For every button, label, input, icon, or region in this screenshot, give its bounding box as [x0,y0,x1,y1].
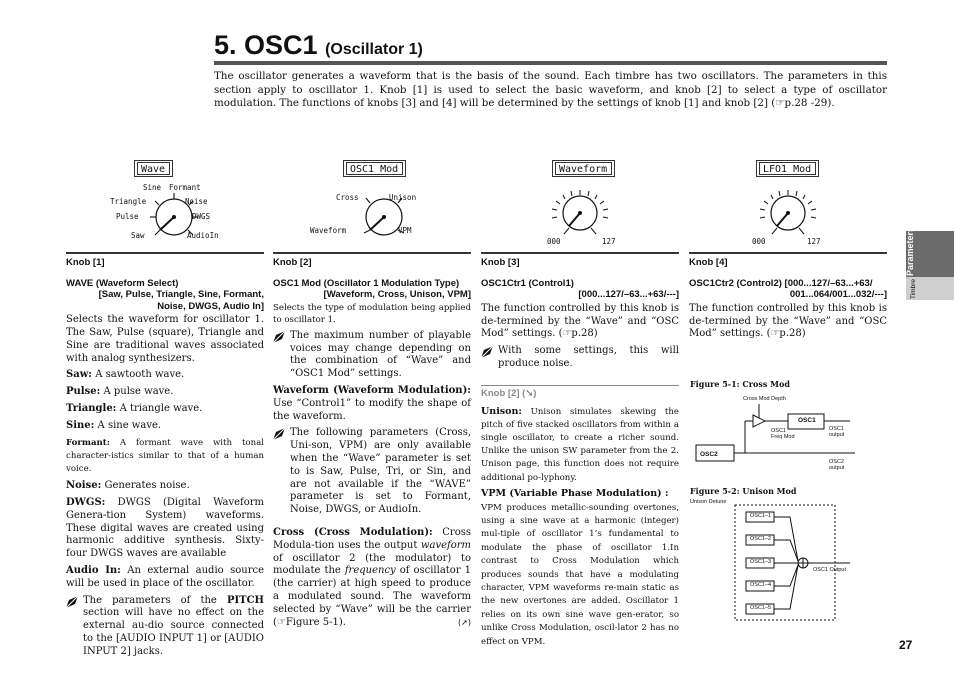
pencil-note-icon [273,428,287,440]
label-osc1-3: OSC1–3 [750,559,772,565]
lcd-wave: Wave [137,162,170,175]
title-main: 5. OSC1 [214,30,318,60]
note: The maximum number of playable voices may change depending on the combination of “Wave” and “OSC1 Mod” settings. [273,330,471,381]
label-osc1-output-b: output [829,432,845,438]
label-unison: Unison [389,193,417,202]
intro-paragraph: The oscillator generates a waveform that is the basis of the sound. Each timbre has two oscillators. The parameters in this section apply to oscillator 1. Knob [1] is used to select the basic waveform, and knob [2] to select a type of oscillator modulation. The functions of knobs [3] and [4] will be determined by the settings of knob [1] and knob [2] (☞p.28 -29). [214,70,887,110]
page-number: 27 [899,638,913,652]
param-heading [66,278,264,313]
knob-heading: Knob [1] [66,257,105,268]
param-heading [689,278,887,301]
note: The parameters of the PITCH section will have no effect on the external au-dio source connected to the [AUDIO INPUT 1] or [AUDIO INPUT 2] jacks. [66,595,264,659]
knob-heading: Knob [3] [481,257,520,268]
continue-arrow-icon: (➚) [458,617,471,627]
label-triangle: Triangle [110,197,147,206]
def-dwgs: DWGS: DWGS (Digital Waveform Genera-tion System) waveforms. These digital waves are created using harmonic additive synthesis. Sixty-four DWGS waves are available [66,497,264,560]
side-tab-sub-label: Timbre [910,279,917,299]
label-osc1: OSC1 [798,417,816,424]
note: With some settings, this will produce noise. [481,345,679,371]
figure-caption: Figure 5-1: Cross Mod [690,379,790,389]
column-knob-3 [481,257,679,649]
column-knob-1 [66,257,264,659]
column-rule [689,252,887,254]
def-triangle: Triangle: A triangle wave. [66,403,203,415]
def-cross-mod: Cross (Cross Modulation): Cross Modula-tion uses the output waveform of oscillator 2 (the modulator) to modulate the frequency of oscillator 1 (the carrier) at high speed to produce a modulated sound. The waveform selected by “Wave” will be the carrier (☞Figure 5-1). (➚) [273,526,471,628]
def-saw: Saw: A sawtooth wave. [66,369,185,381]
param-heading [481,278,679,301]
def-pulse: Pulse: A pulse wave. [66,386,174,398]
page-title [214,30,423,61]
description: Selects the waveform for oscillator 1. The Saw, Pulse (square), Triangle and Sine are traditional waves associated with analog synthesizers. [66,314,264,364]
label-detune: Unison Detune [690,499,727,505]
note: The following parameters (Cross, Uni-son, VPM) are only available when the “Wave” parameter is set to is Saw, Pulse, Tri, or Sin, and are not available if the “WAVE” parameter is set to Formant, Noise, DWGS, or AudioIn. [273,427,471,517]
unison-mod-diagram [690,500,870,625]
column-rule [273,252,471,254]
label-osc2: OSC2 [700,451,718,458]
def-audio-in: Audio In: An external audio source will be used in place of the oscillator. [66,565,264,589]
label-waveform: Waveform [310,226,347,235]
param-range: [Saw, Pulse, Triangle, Sine, Formant, [98,289,264,301]
label-audioin: AudioIn [187,231,219,240]
param-name: OSC1Ctr2 (Control2) [000...127/–63...+63/ [689,277,873,289]
knob-heading: Knob [2] [273,257,312,268]
vpm-heading: VPM (Variable Phase Modulation) : [481,487,669,499]
label-max: 127 [807,237,821,246]
param-name: WAVE (Waveform Select) [66,277,179,289]
lcd-osc1-mod: OSC1 Mod [346,162,403,175]
def-formant: Formant: A formant wave with tonal character-istics similar to that of a human voice. [66,437,264,475]
label-osc1-5: OSC1–5 [750,605,772,611]
knob-heading: Knob [4] [689,257,728,268]
label-osc1-1: OSC1–1 [750,513,772,519]
label-pulse: Pulse [116,212,139,221]
column-rule [66,252,264,254]
pencil-note-icon [481,346,495,358]
def-vpm: VPM produces metallic-sounding overtones, using a sine wave at a harmonic (integer) mul-tiple of oscillator 1’s fundamental to modulate the phase of oscillator 1.In contrast to Cross Modulation which produces sounds that have a modulating character, VPM waveforms re-main static as the new overtones are added. Oscillator 1 relies on its own sine wave gen-erator, so unlike Cross Modulation, oscil-lator 2 has no effect on VPM. [481,502,679,647]
label-dwgs: DWGS [192,212,211,221]
param-range: [Waveform, Cross, Unison, VPM] [323,289,471,301]
label-noise: Noise [185,197,208,206]
param-heading [273,278,471,301]
label-vpm: VPM [398,226,412,235]
def-sine: Sine: A sine wave. [66,419,162,431]
knob-3-dial [540,186,620,242]
label-formant: Formant [169,183,201,192]
label-osc1-output: OSC1 Output [813,567,847,573]
label-saw: Saw [131,231,145,240]
param-range: Noise, DWGS, Audio In] [157,300,264,312]
label-osc2-output-a: OSC2 [829,459,844,465]
label-osc2-output-b: output [829,465,845,471]
param-range: [000...127/–63...+63/---] [578,289,679,301]
title-sub: (Oscillator 1) [325,41,423,58]
label-depth: Cross Mod Depth [743,396,786,402]
label-osc1-output-a: OSC1 [829,426,844,432]
description: Selects the type of modulation being applied to oscillator 1. [273,302,471,325]
label-min: 000 [752,237,766,246]
label-sine: Sine [143,183,162,192]
param-name: OSC1 Mod (Oscillator 1 Modulation Type) [273,277,460,289]
label-freq-mod: Freq Mod [771,434,795,440]
def-waveform-mod: Waveform (Waveform Modulation): Use “Control1” to modify the shape of the waveform. [273,384,471,422]
param-name: OSC1Ctr1 (Control1) [481,277,574,289]
param-range: 001...064/001...032/---] [789,289,887,301]
pencil-note-icon [66,596,80,608]
column-rule [481,252,679,254]
side-tab-label: Parameters [905,226,915,276]
label-osc1-4: OSC1–4 [750,582,772,588]
lcd-lfo1-mod: LFO1 Mod [759,162,816,175]
label-max: 127 [602,237,616,246]
knob-4-dial [748,186,828,242]
description: The function controlled by this knob is de-termined by the “Wave” and “OSC Mod” settings. (☞p.28) [481,302,679,340]
description: The function controlled by this knob is de-termined by the “Wave” and “OSC Mod” settings. (☞p.28) [689,302,887,340]
column-knob-4 [689,257,887,341]
continued-heading: Knob [2] (➘) [481,385,679,401]
label-osc1-freq: OSC1 [771,428,786,434]
label-cross: Cross [336,193,359,202]
title-rule [214,61,887,65]
label-osc1-2: OSC1–2 [750,536,772,542]
pencil-note-icon [273,331,287,343]
def-noise: Noise: Generates noise. [66,480,190,492]
def-unison: Unison: Unison simulates skewing the pitch of five stacked oscillators from within a single oscillator, to create a richer sound. Unlike the unison SW parameter from the 2. Unison page, this function does not require additional po-lyphony. [481,405,679,483]
figure-caption: Figure 5-2: Unison Mod [690,486,797,496]
lcd-waveform: Waveform [555,162,612,175]
label-min: 000 [547,237,561,246]
column-knob-2 [273,257,471,629]
